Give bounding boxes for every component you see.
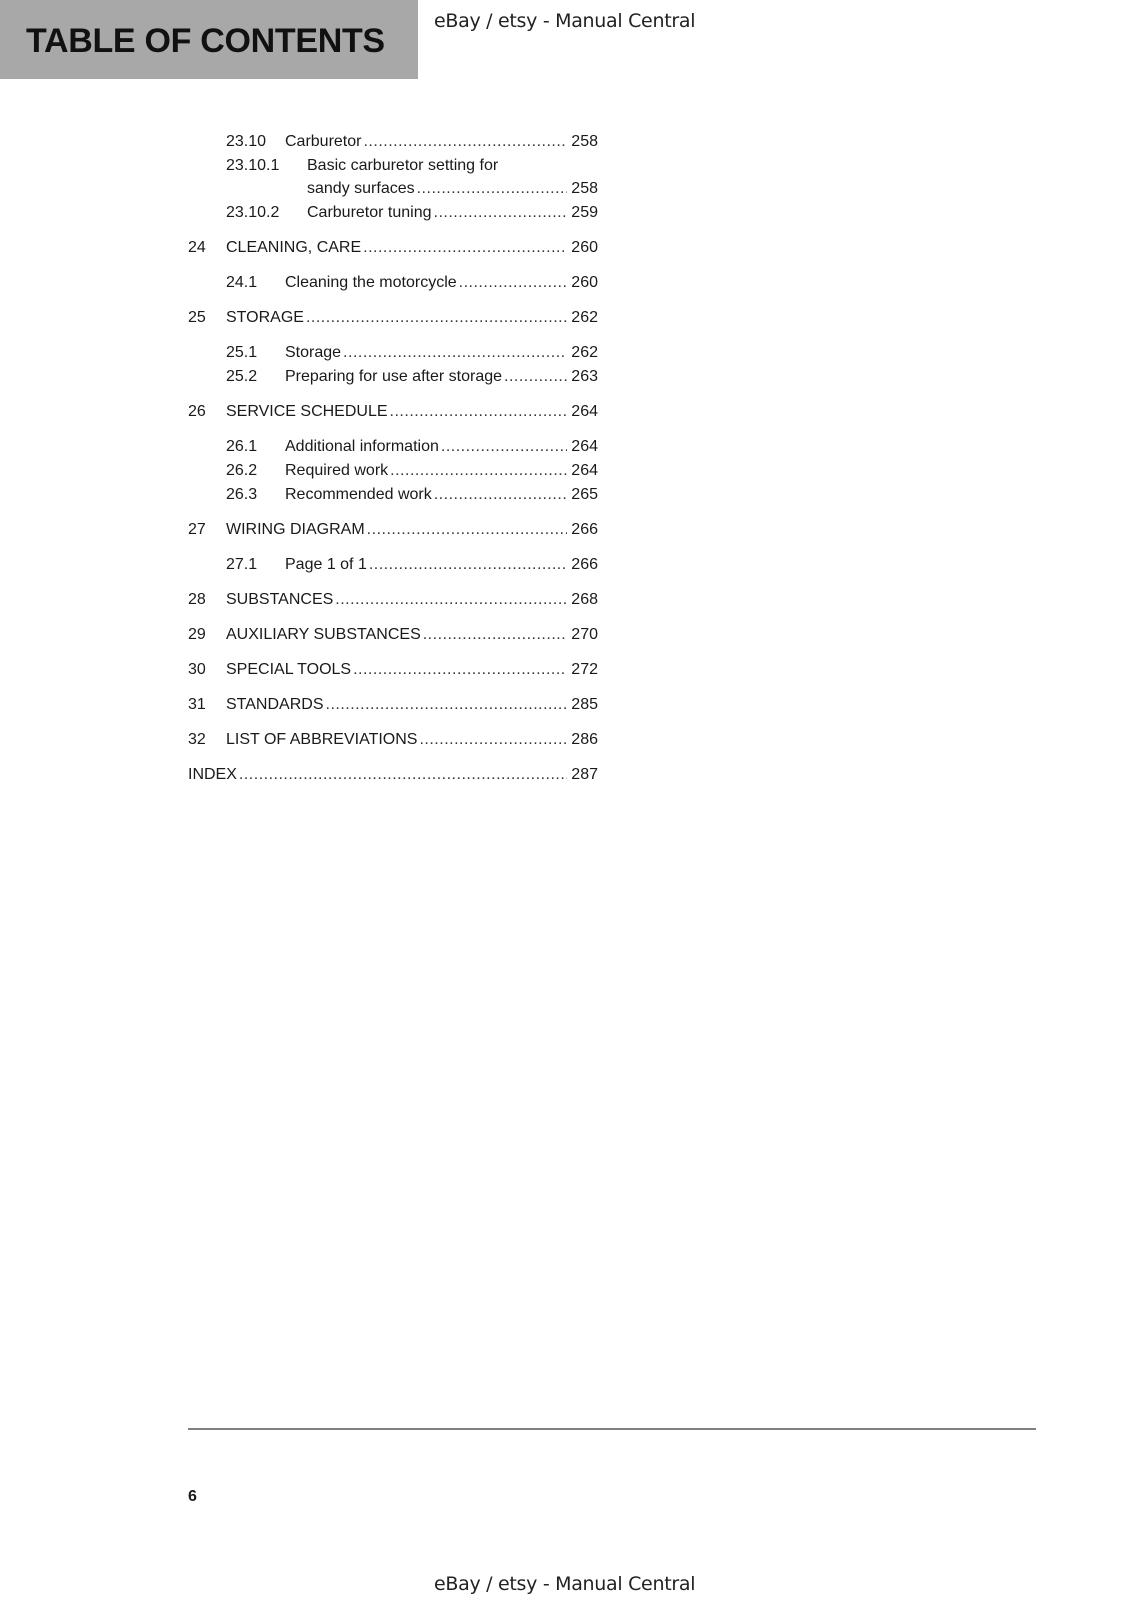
toc-entry[interactable] [188,237,598,259]
toc-page: 266 [567,519,598,541]
toc-title: Storage [285,342,343,364]
toc-title: Required work [285,460,390,482]
toc-number: 23.10.1 [226,157,280,174]
leader-dots [417,178,568,200]
leader-dots [335,589,567,611]
toc-entry[interactable] [188,436,598,458]
toc-title: SUBSTANCES [226,589,335,611]
toc-title: SPECIAL TOOLS [226,659,353,681]
toc-page: 268 [567,589,598,611]
leader-dots [441,436,567,458]
toc-entry[interactable] [188,589,598,611]
leader-dots [434,484,568,506]
toc-entry[interactable] [188,624,598,646]
page-title: TABLE OF CONTENTS [26,22,385,60]
toc-title: Carburetor tuning [307,202,434,224]
toc-entry[interactable] [188,554,598,576]
toc-page: 270 [567,624,598,646]
toc-entry[interactable] [188,307,598,329]
toc-entry[interactable] [188,178,598,200]
toc-number: 27.1 [226,556,258,573]
toc-number: 29 [188,626,206,643]
toc-entry[interactable] [188,342,598,364]
toc-entry[interactable] [188,484,598,506]
toc-title: Carburetor [285,131,363,153]
toc-page: 263 [567,366,598,388]
toc-title: AUXILIARY SUBSTANCES [226,624,423,646]
toc-title: Recommended work [285,484,434,506]
toc-entry[interactable] [188,519,598,541]
toc-number: 28 [188,591,206,608]
toc-entry-line1[interactable] [188,155,598,177]
toc-title-line1: Basic carburetor setting for [307,157,499,174]
toc-number: 25.1 [226,344,258,361]
leader-dots [504,366,567,388]
toc-page: 264 [567,436,598,458]
toc-number: 26.2 [226,462,258,479]
toc-page: 259 [567,202,598,224]
watermark-top: eBay / etsy - Manual Central [434,10,696,32]
toc-title: LIST OF ABBREVIATIONS [226,729,419,751]
header-banner [0,0,418,79]
leader-dots [353,659,567,681]
toc-page: 262 [567,307,598,329]
toc-entry[interactable] [188,694,598,716]
toc-title: STANDARDS [226,694,326,716]
toc-page: 286 [567,729,598,751]
leader-dots [390,401,568,423]
toc-number: 24.1 [226,274,258,291]
toc-title: STORAGE [226,307,306,329]
toc-title: Preparing for use after storage [285,366,504,388]
toc-number: 25 [188,309,206,326]
watermark-bottom: eBay / etsy - Manual Central [434,1573,696,1595]
toc-title: Page 1 of 1 [285,554,369,576]
toc-page: 260 [567,272,598,294]
leader-dots [423,624,568,646]
toc-title: CLEANING, CARE [226,237,363,259]
leader-dots [459,272,568,294]
toc-number: 26.3 [226,486,258,503]
toc-number: 31 [188,696,206,713]
toc-entry[interactable] [188,366,598,388]
toc-title: INDEX [188,764,239,786]
leader-dots [343,342,567,364]
toc-entry[interactable] [188,401,598,423]
toc-entry[interactable] [188,659,598,681]
toc-page: 264 [567,401,598,423]
toc-page: 285 [567,694,598,716]
toc-page: 258 [567,178,598,200]
toc-number: 24 [188,239,206,256]
leader-dots [326,694,568,716]
toc-number: 25.2 [226,368,258,385]
toc-page: 266 [567,554,598,576]
leader-dots [369,554,567,576]
leader-dots [419,729,567,751]
leader-dots [363,131,567,153]
toc-page: 264 [567,460,598,482]
toc-title: sandy surfaces [307,178,417,200]
toc-number: 27 [188,521,206,538]
toc-title: WIRING DIAGRAM [226,519,367,541]
leader-dots [239,764,567,786]
toc-number: 26.1 [226,438,258,455]
toc-title: SERVICE SCHEDULE [226,401,390,423]
toc-page: 265 [567,484,598,506]
toc-number: 26 [188,403,206,420]
toc-title: Additional information [285,436,441,458]
toc-entry[interactable] [188,272,598,294]
leader-dots [306,307,567,329]
leader-dots [367,519,568,541]
leader-dots [434,202,568,224]
toc-title: Cleaning the motorcycle [285,272,459,294]
toc-entry[interactable] [188,131,598,153]
toc-entry[interactable] [188,729,598,751]
footer-divider [188,1428,1036,1430]
toc-page: 260 [567,237,598,259]
toc-page: 287 [567,764,598,786]
toc-number: 32 [188,731,206,748]
toc-number: 23.10 [226,133,267,150]
toc-entry[interactable] [188,202,598,224]
toc-number: 23.10.2 [226,204,280,221]
toc-entry[interactable] [188,764,598,786]
toc-number: 30 [188,661,206,678]
toc-page: 272 [567,659,598,681]
toc-entry[interactable] [188,460,598,482]
page-number: 6 [188,1488,197,1505]
leader-dots [363,237,567,259]
toc-page: 262 [567,342,598,364]
leader-dots [390,460,567,482]
toc-page: 258 [567,131,598,153]
